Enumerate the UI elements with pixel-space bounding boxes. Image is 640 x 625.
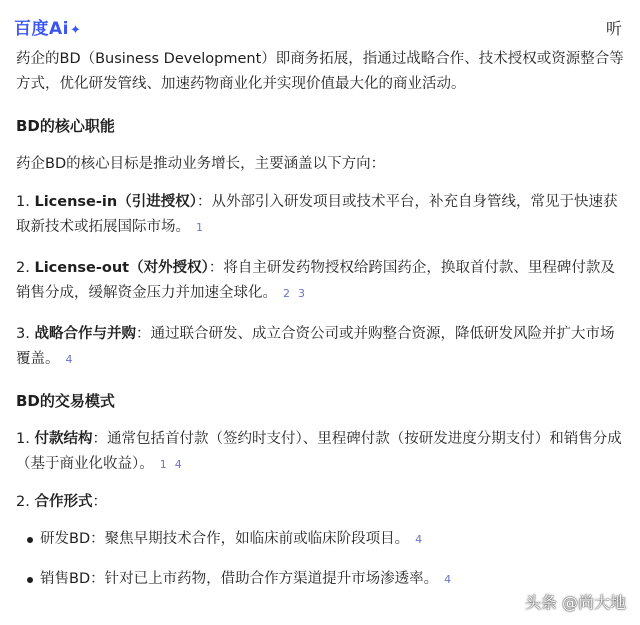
watermark: 头条 @尚大地 [524,593,626,612]
section-title-core-functions: BD的核心职能 [16,117,115,135]
citation-badge[interactable]: 2 [283,287,290,300]
bullet-item [16,527,624,552]
listen-button[interactable]: 听 [605,19,622,38]
sparkle-icon: ✦ [69,23,82,38]
bullet-text: 研发BD：聚焦早期技术合作，如临床前或临床阶段项目。 [40,531,410,547]
list-item: 1. License-in（引进授权）：从外部引入研发项目或技术平台，补充自身管线，常见于快速获取新技术或拓展国际市场。 1 [16,194,618,235]
list-item: 2. License-out（对外授权）：将自主研发药物授权给跨国药企，换取首付款、里程碑付款及销售分成，缓解资金压力并加速全球化。 2 3 [16,260,615,301]
answer-content [16,47,624,592]
item-text: ：将自主研发药物授权给跨国药企，换取首付款、里程碑付款及销售分成，缓解资金压力并加速全球化。 [16,260,615,301]
item-label: 付款结构 [34,431,93,447]
logo-ai: Ai [49,19,69,39]
section-title-deal-models: BD的交易模式 [16,392,115,410]
citation-badge[interactable]: 3 [298,287,305,300]
list-item: 3. 战略合作与并购：通过联合研发、成立合资公司或并购整合资源，降低研发风险并扩大市场覆盖。 4 [16,326,615,367]
item-text: ：通过联合研发、成立合资公司或并购整合资源，降低研发风险并扩大市场覆盖。 [16,326,615,367]
baidu-ai-logo[interactable] [14,14,81,39]
item-text: ：通常包括首付款（签约时支付）、里程碑付款（按研发进度分期支付）和销售分成（基于商业化收益）。 [16,431,622,472]
citation-badge[interactable]: 4 [65,353,73,366]
item-label: 合作形式 [34,494,93,510]
citation-badge[interactable]: 1 [159,458,167,471]
item-label: License-out（对外授权） [34,260,209,276]
item-text: ： [92,494,107,510]
section-lead: 药企BD的核心目标是推动业务增长，主要涵盖以下方向： [16,156,386,172]
item-label: License-in（引进授权） [34,194,197,210]
list-item: 1. 付款结构：通常包括首付款（签约时支付）、里程碑付款（按研发进度分期支付）和销售分成（基于商业化收益）。 1 4 [16,431,622,472]
intro-paragraph: 药企的BD（Business Development）即商务拓展，指通过战略合作、技术授权或资源整合等方式，优化研发管线、加速药物商业化并实现价值最大化的商业活动。 [16,51,624,92]
citation-badge[interactable]: 4 [174,458,182,471]
logo-text: 百度 [14,19,49,39]
bullet-item [16,567,624,592]
list-item: 2. 合作形式： [16,494,107,510]
item-label: 战略合作与并购 [34,326,136,342]
bullet-text: 销售BD：针对已上市药物，借助合作方渠道提升市场渗透率。 [40,571,439,587]
citation-badge[interactable]: 1 [196,221,203,234]
top-bar [0,0,640,44]
item-text: ：从外部引入研发项目或技术平台，补充自身管线，常见于快速获取新技术或拓展国际市场。 [16,194,618,235]
citation-badge[interactable]: 4 [415,533,423,546]
citation-badge[interactable]: 4 [444,573,452,586]
